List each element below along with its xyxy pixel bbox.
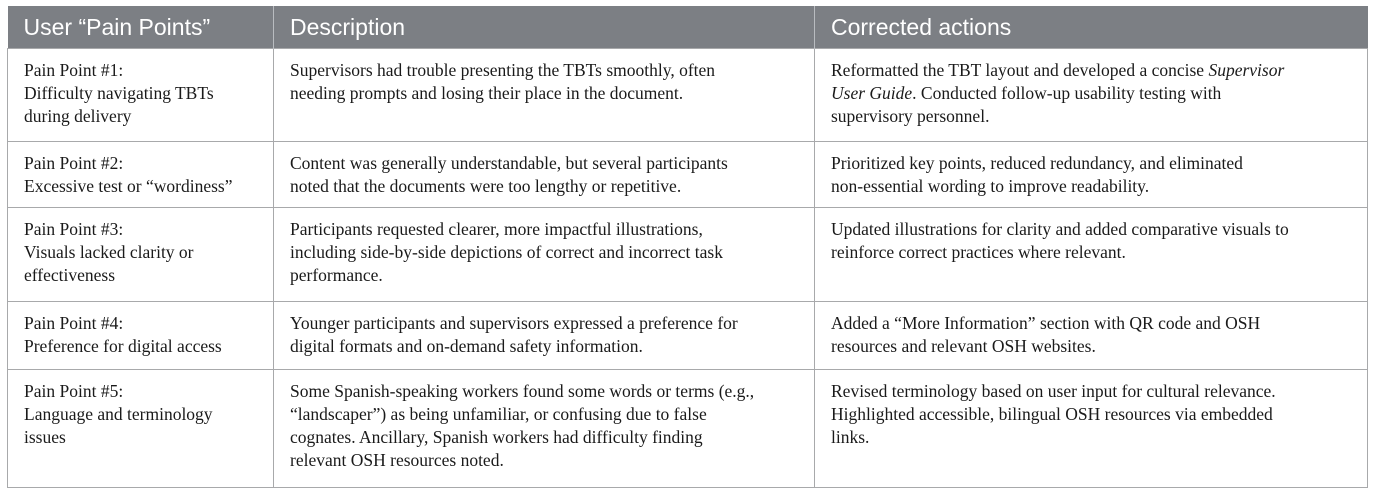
cell-line: Visuals lacked clarity or [24,241,194,262]
cell-line: during delivery [24,106,132,126]
cell-line: “landscaper”) as being unfamiliar, or confusing due to false [290,404,707,425]
cell-line: Difficulty navigating TBTs [24,83,214,103]
cell-line: resources and relevant OSH websites. [831,336,1096,357]
cell-line: Added a “More Information” section with QR code and OSH [831,313,1261,334]
cell-line: Pain Point #3: [24,218,124,239]
table-row [8,141,1368,207]
description-cell [274,49,815,142]
cell-line: Highlighted accessible, bilingual OSH resources via embedded [831,404,1273,425]
table-row [8,49,1368,142]
guide-title-part: User Guide [831,83,913,103]
header-row [8,6,1368,49]
header-pain-points: User “Pain Points” [8,6,274,49]
cell-line: including side-by-side depictions of correct and incorrect task [290,241,723,262]
cell-line [831,59,1351,82]
description-cell [274,141,815,207]
action-cell [815,141,1368,207]
cell-line: Pain Point #1: [24,60,124,80]
cell-line: Updated illustrations for clarity and added comparative visuals to [831,218,1289,239]
cell-line: Pain Point #2: [24,152,124,173]
cell-line: cognates. Ancillary, Spanish workers had difficulty finding [290,427,703,448]
pain-point-cell [8,141,274,207]
cell-line: non-essential wording to improve readability. [831,175,1150,196]
header-description: Description [274,6,815,49]
cell-line: issues [24,427,66,448]
cell-line: Content was generally understandable, but several participants [290,152,728,173]
table-row [8,370,1368,488]
cell-line: needing prompts and losing their place in the document. [290,83,684,103]
description-cell [274,302,815,370]
cell-text: . Conducted follow-up usability testing with [912,83,1222,103]
pain-points-table [7,6,1368,488]
action-cell [815,49,1368,142]
cell-line: Excessive test or “wordiness” [24,175,233,196]
cell-line: performance. [290,264,383,285]
cell-line: Participants requested clearer, more impactful illustrations, [290,218,703,239]
cell-line: links. [831,427,870,448]
table-row [8,302,1368,370]
pain-point-cell [8,370,274,488]
cell-line: noted that the documents were too lengthy or repetitive. [290,175,682,196]
table-row [8,207,1368,302]
cell-line: Revised terminology based on user input for cultural relevance. [831,381,1276,402]
cell-text: Reformatted the TBT layout and developed a concise [831,60,1209,80]
guide-title-part: Supervisor [1208,60,1285,80]
cell-line: Some Spanish-speaking workers found some words or terms (e.g., [290,381,755,402]
pain-point-cell [8,302,274,370]
pain-point-cell [8,207,274,302]
description-cell [274,370,815,488]
cell-line: Language and terminology [24,404,213,425]
cell-line: Younger participants and supervisors expressed a preference for [290,313,738,334]
action-cell [815,370,1368,488]
cell-line: effectiveness [24,264,116,285]
description-cell [274,207,815,302]
action-cell [815,302,1368,370]
cell-line: Pain Point #4: [24,313,124,334]
cell-line: Pain Point #5: [24,381,124,402]
action-cell [815,207,1368,302]
cell-line: relevant OSH resources noted. [290,450,504,471]
cell-line: supervisory personnel. [831,106,990,126]
cell-line: digital formats and on-demand safety information. [290,336,643,357]
cell-line: Prioritized key points, reduced redundancy, and eliminated [831,152,1243,173]
cell-line: reinforce correct practices where relevant. [831,241,1126,262]
header-corrected-actions: Corrected actions [815,6,1368,49]
cell-line: Supervisors had trouble presenting the TBTs smoothly, often [290,60,716,80]
cell-line: Preference for digital access [24,336,222,357]
cell-line [831,82,1351,105]
pain-point-cell [8,49,274,142]
